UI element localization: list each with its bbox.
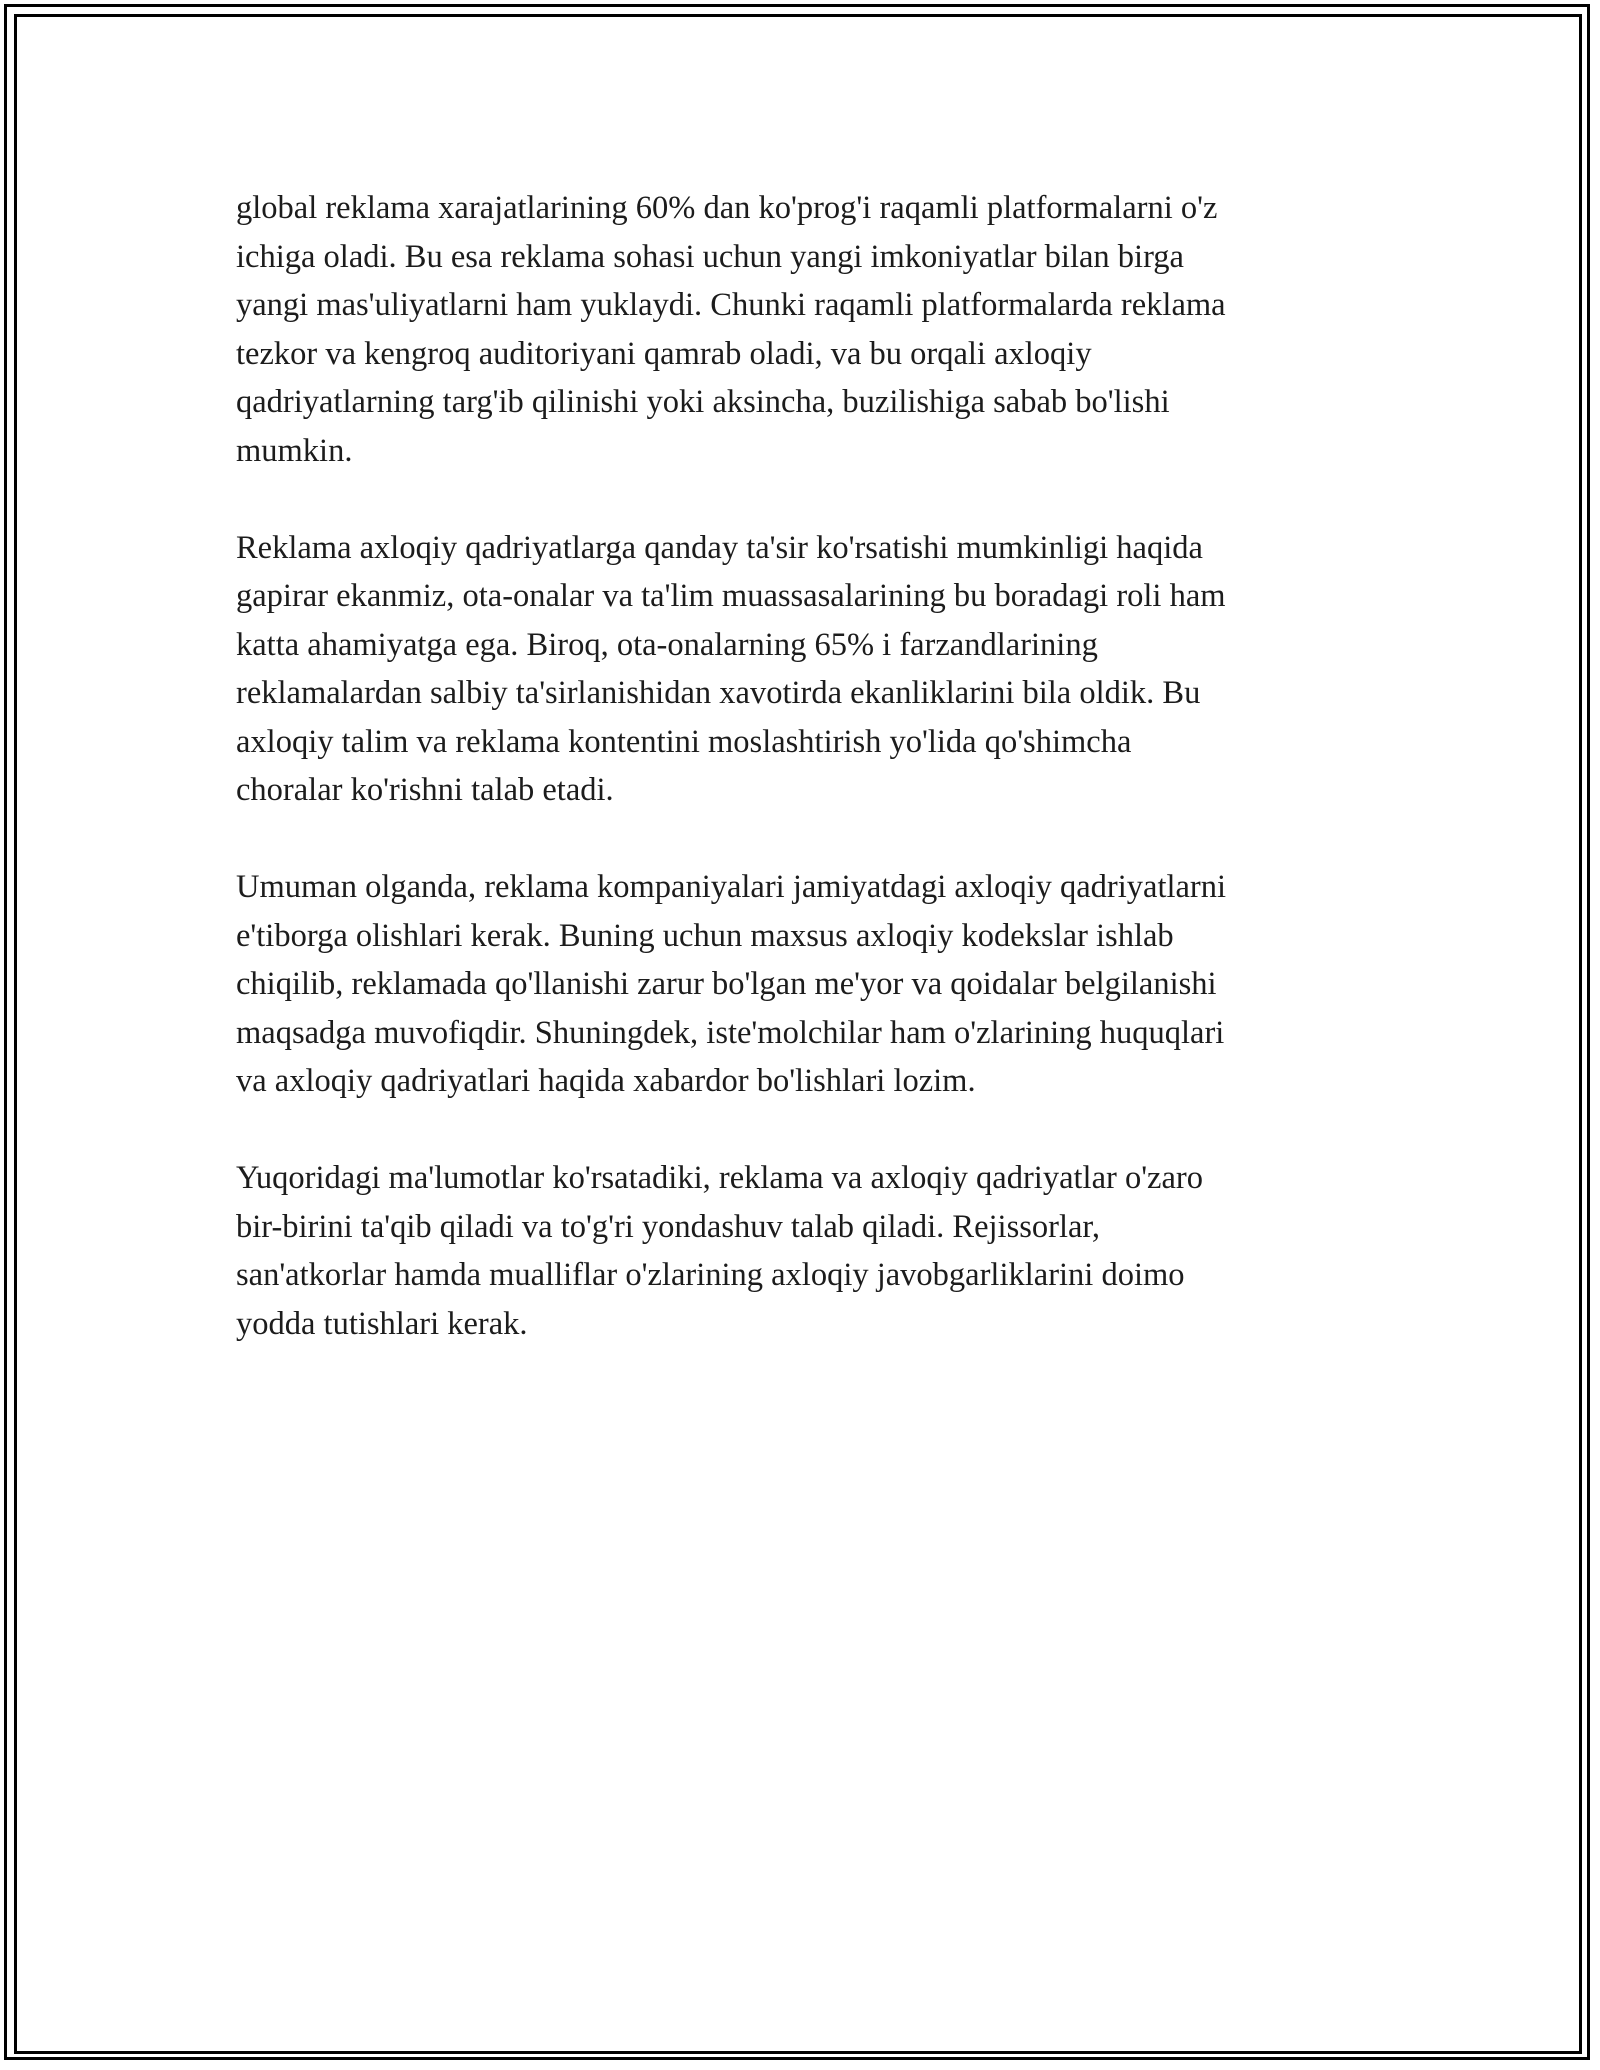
document-body — [236, 184, 1368, 1397]
paragraph-3: Umuman olganda, reklama kompaniyalari jamiyatdagi axloqiy qadriyatlarni e'tiborga olishlari kerak. Buning uchun maxsus axloqiy kodekslar ishlab chiqilib, reklamada qo'llanishi zarur bo'lgan me'yor va qoidalar belgilanishi maqsadga muvofiqdir. Shuningdek, iste'molchilar ham o'zlarining huquqlari va axloqiy qadriyatlari haqida xabardor bo'lishlari lozim. — [236, 869, 1227, 1099]
paragraph-4: Yuqoridagi ma'lumotlar ko'rsatadiki, reklama va axloqiy qadriyatlar o'zaro bir-birini ta'qib qiladi va to'g'ri yondashuv talab qiladi. Rejissorlar, san'atkorlar hamda mualliflar o'zlarining axloqiy javobgarliklarini doimo yodda tutishlari kerak. — [236, 1160, 1203, 1342]
paragraph-2: Reklama axloqiy qadriyatlarga qanday ta'sir ko'rsatishi mumkinligi haqida gapirar ekanmiz, ota-onalar va ta'lim muassasalarining bu boradagi roli ham katta ahamiyatga ega. Biroq, ota-onalarning 65% i farzandlarining reklamalardan salbiy ta'sirlanishidan xavotirda ekanliklarini bila oldik. Bu axloqiy talim va reklama kontentini moslashtirish yo'lida qo'shimcha choralar ko'rishni talab etadi. — [236, 529, 1226, 808]
paragraph-1: global reklama xarajatlarining 60% dan ko'prog'i raqamli platformalarni o'z ichiga oladi. Bu esa reklama sohasi uchun yangi imkoniyatlar bilan birga yangi mas'uliyatlarni ham yuklaydi. Chunki raqamli platformalarda reklama tezkor va kengroq auditoriyani qamrab oladi, va bu orqali axloqiy qadriyatlarning targ'ib qilinishi yoki aksincha, buzilishiga sabab bo'lishi mumkin. — [236, 190, 1226, 469]
